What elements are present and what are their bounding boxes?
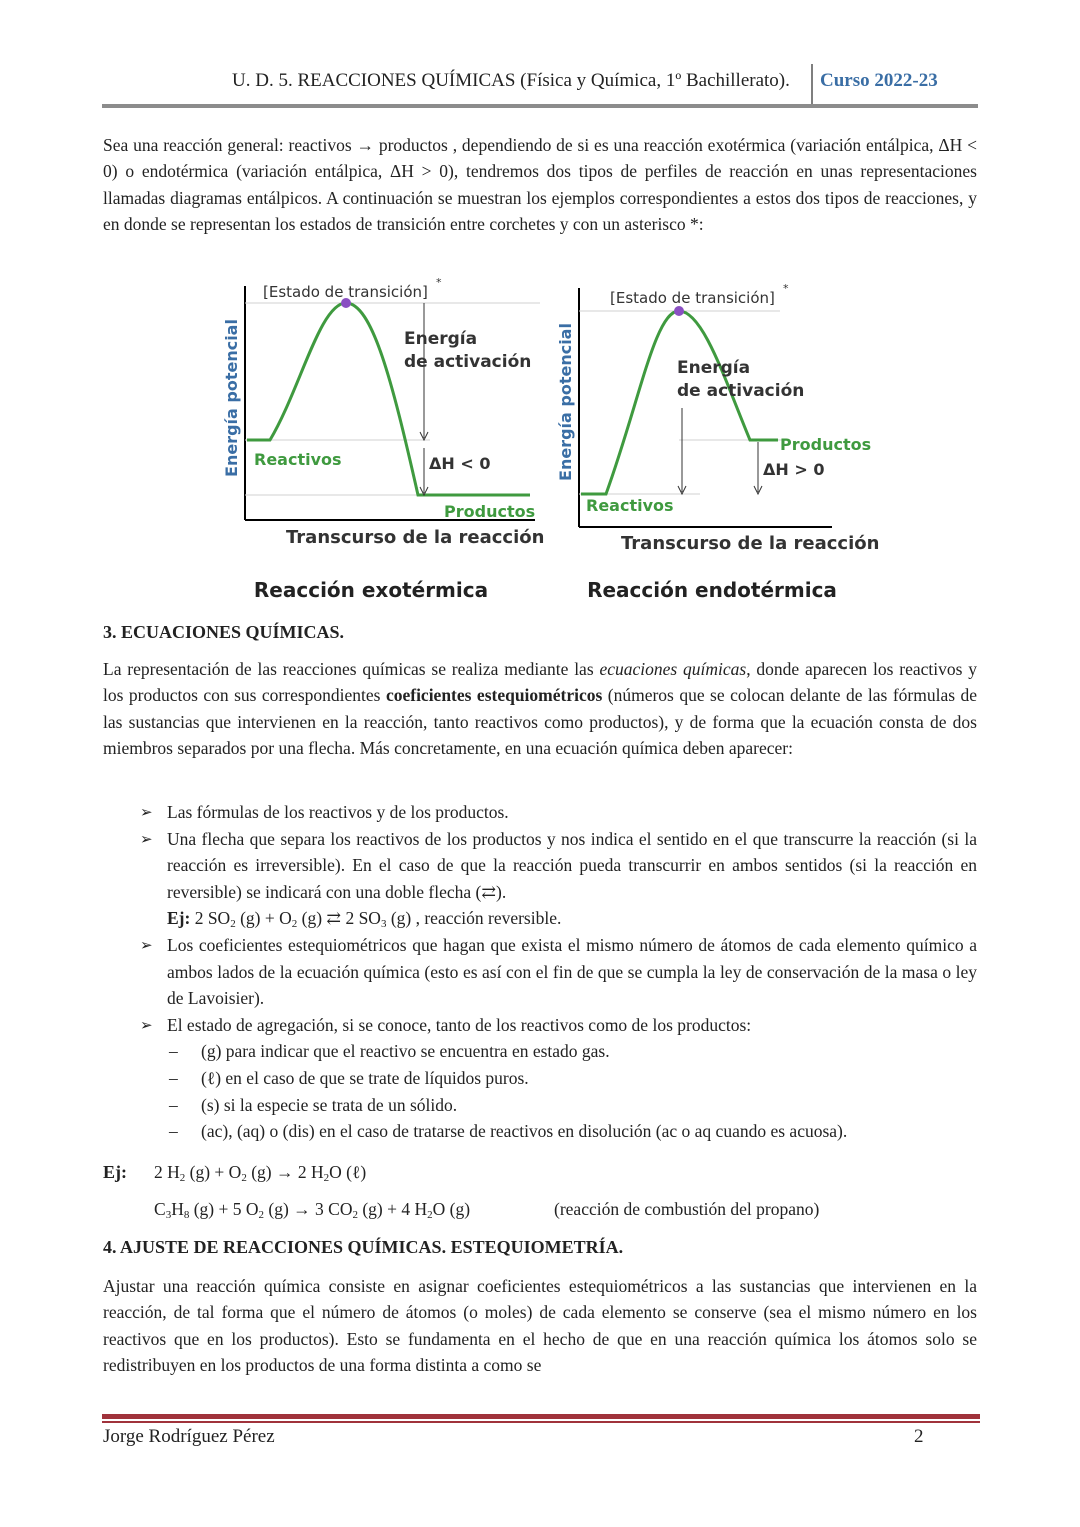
examples-label: Ej:	[103, 1162, 127, 1182]
example-propane-note: (reacción de combustión del propano)	[554, 1199, 820, 1219]
bullet-text: Los coeficientes estequiométricos que hagan que exista el mismo número de átomos de cada elemento químico a ambos lados de la ecuación química (esto es así con el fin de que se cumpla la ley de conservación de la masa o ley de Lavoisier).	[167, 934, 977, 1009]
example-tail: , reacción reversible.	[415, 908, 562, 929]
bullet-text: El estado de agregación, si se conoce, tanto de los reactivos como de los productos:	[167, 1014, 752, 1035]
dash-marker: –	[169, 1067, 178, 1088]
enthalpy-diagrams	[0, 270, 1080, 615]
intro-paragraph: Sea una reacción general: reactivos → productos , dependiendo de si es una reacción exotérmica (variación entálpica, ΔH < 0) o endotérmica (variación entálpica, ΔH > 0), tendremos dos tipos de perfiles de reacción en unas representaciones llamadas diagramas entálpicos. A continuación se muestran los ejemplos correspondientes a estos dos tipos de reacciones, y en donde se representan los estados de transición entre corchetes y con un asterisco *:	[103, 135, 977, 235]
endo-asterisk: *	[783, 282, 789, 295]
dash-marker: –	[169, 1121, 178, 1142]
sub-text: (g) para indicar que el reactivo se encuentra en estado gas.	[201, 1041, 610, 1062]
section3-text-1: La representación de las reacciones químicas se realiza mediante las	[103, 659, 600, 679]
bullet-text: Una flecha que separa los reactivos de los productos y nos indica el sentido en el que transcurre la reacción (si la reacción es irreversible). En el caso de que la reacción pueda transcurrir en ambos sentidos (si la reacción en reversible) se indicará con una doble flecha (⇄).	[167, 828, 977, 902]
bullet-item-formulas	[140, 799, 977, 826]
sub-item-liquid	[140, 1065, 977, 1092]
bullet-item-arrow	[140, 826, 977, 906]
sub-item-dissolved	[140, 1118, 977, 1145]
footer-author: Jorge Rodríguez Pérez	[103, 1426, 275, 1447]
header-divider	[811, 64, 813, 104]
bullet-arrow-icon: ➢	[140, 829, 153, 848]
exo-x-axis-label: Transcurso de la reacción	[286, 527, 545, 548]
endo-transition-point	[674, 306, 684, 316]
endo-caption: Reacción endotérmica	[587, 578, 837, 602]
section3-italic: ecuaciones químicas	[599, 659, 747, 679]
page-number: 2	[914, 1426, 924, 1447]
sub-item-gas	[140, 1038, 977, 1065]
endo-energy-curve	[581, 311, 778, 494]
footer-rule-thin	[102, 1421, 980, 1423]
section4-heading: 4. AJUSTE DE REACCIONES QUÍMICAS. ESTEQUIOMETRÍA.	[103, 1237, 624, 1257]
bullet-item-state	[140, 1012, 977, 1039]
exo-products-label: Productos	[444, 502, 536, 521]
section3-bold: coeficientes estequiométricos	[385, 685, 603, 706]
dash-marker: –	[169, 1041, 178, 1062]
endo-activation-label-2: de activación	[677, 381, 805, 401]
exo-delta-label: ΔH < 0	[429, 454, 491, 473]
endo-activation-label-1: Energía	[677, 358, 751, 378]
exo-activation-label-2: de activación	[404, 352, 532, 372]
section3-paragraph	[103, 656, 977, 762]
bullet-item-coefficients	[140, 932, 977, 1012]
endo-products-label: Productos	[780, 435, 872, 454]
endo-delta-label: ΔH > 0	[763, 460, 825, 479]
exo-activation-label-1: Energía	[404, 329, 478, 349]
bullet-text: Las fórmulas de los reactivos y de los productos.	[167, 802, 509, 822]
endo-reactants-label: Reactivos	[586, 496, 674, 515]
endo-x-axis-label: Transcurso de la reacción	[621, 533, 880, 554]
example-equation-water: 2 $H_2$ $(g) + O_2$ (g) → 2 $H_2O$ (ℓ)	[154, 1162, 367, 1184]
sub-text: (s) si la especie se trata de un sólido.	[201, 1094, 458, 1115]
exo-diagram	[222, 276, 544, 602]
bullet-example-reversible: Ej: 2 $SO_2$ $(g) + O_2$ (g) ⇄ 2 $SO_3$ (g) , reacción reversible.	[167, 908, 562, 931]
header-rule	[102, 104, 978, 108]
section3-text-2: , donde aparecen los reactivos y los productos con sus correspondientes	[103, 659, 977, 706]
exo-asterisk: *	[436, 276, 442, 289]
exo-transition-label: [Estado de transición]	[263, 283, 428, 301]
exo-y-axis-label: Energía potencial	[222, 319, 241, 477]
header-course: Curso 2022-23	[820, 70, 938, 91]
dash-marker: –	[169, 1094, 178, 1115]
bullet-arrow-icon: ➢	[140, 935, 153, 954]
section4-paragraph: Ajustar una reacción química consiste en asignar coeficientes estequiométricos a las sustancias que intervienen en la reacción, de tal forma que el número de átomos (o moles) de cada elemento se conserve (sea el mismo número en los reactivos que en los productos). Esto se fundamenta en el hecho de que en una reacción química los átomos solo se redistribuyen en los productos de una forma distinta a como se	[103, 1276, 977, 1376]
example-equation-propane: $C_3H_8$ (g) + 5 $O_2$ (g) → 3 $CO_2$ (g) + 4 $H_2O$ (g)	[154, 1199, 471, 1221]
endo-diagram	[556, 282, 879, 602]
bullet-arrow-icon: ➢	[140, 803, 153, 821]
exo-reactants-label: Reactivos	[254, 450, 342, 469]
exo-caption: Reacción exotérmica	[253, 578, 489, 602]
header-title: U. D. 5. REACCIONES QUÍMICAS (Física y Química, 1º Bachillerato).	[232, 70, 790, 91]
bullet-arrow-icon: ➢	[140, 1015, 153, 1034]
sub-text: (ℓ) en el caso de que se trate de líquidos puros.	[201, 1067, 529, 1088]
section3-heading: 3. ECUACIONES QUÍMICAS.	[103, 622, 345, 642]
example-label: Ej:	[167, 908, 191, 929]
endo-y-axis-label: Energía potencial	[556, 323, 575, 481]
section3-text-3: (números que se colocan delante de las fórmulas de las sustancias que intervienen en la reacción, tanto reactivos como productos), y de forma que la ecuación consta de dos miembros separados por una flecha. Más concretamente, en una ecuación química deben aparecer:	[103, 685, 978, 759]
sub-item-solid	[140, 1092, 977, 1119]
section3-bullet-list	[140, 799, 977, 1145]
endo-transition-label: [Estado de transición]	[610, 289, 775, 307]
footer-rule	[102, 1414, 980, 1419]
sub-text: (ac), (aq) o (dis) en el caso de tratarse de reactivos en disolución (ac o aq cuando es acuosa).	[201, 1121, 848, 1142]
